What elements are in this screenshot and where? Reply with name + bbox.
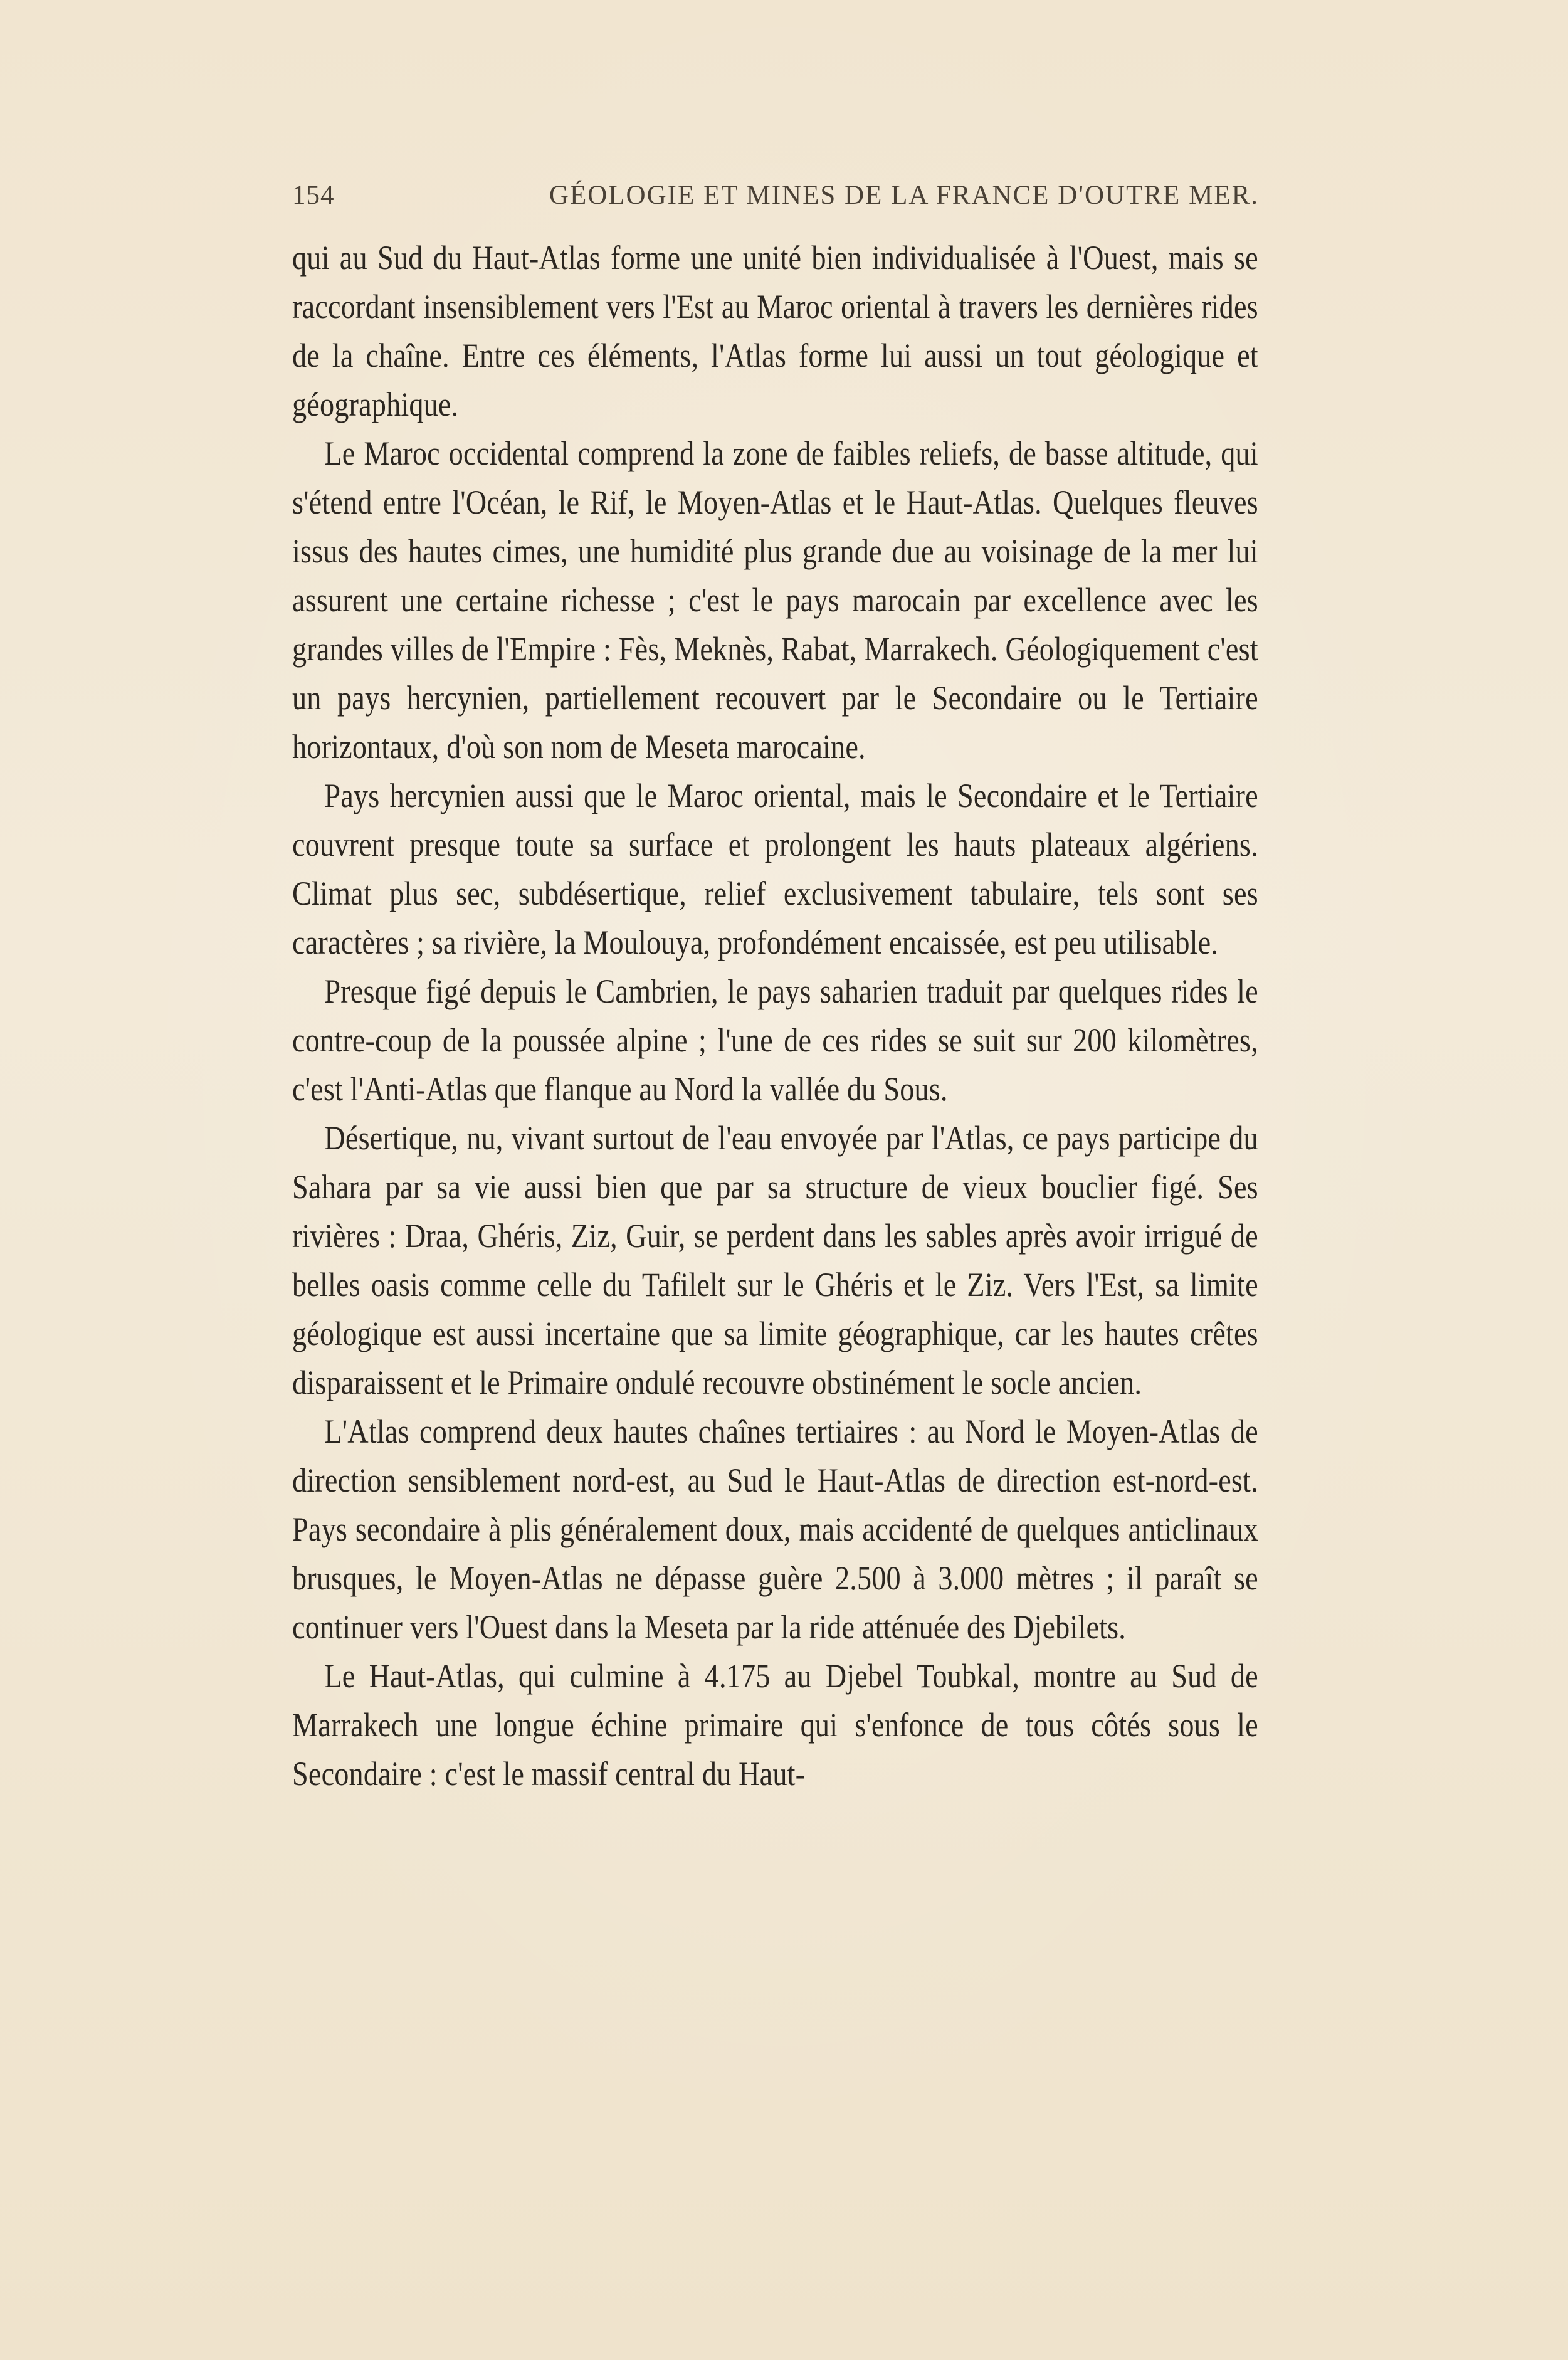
page-header bbox=[292, 173, 1259, 218]
paragraph: Le Maroc occidental comprend la zone de faibles reliefs, de basse altitude, qui s'étend entre l'Océan, le Rif, le Moyen-Atlas et le Haut-Atlas. Quelques fleuves issus des hautes cimes, une humidité plus grande due au voisinage de la mer lui assurent une certaine richesse ; c'est le pays marocain par excellence avec les grandes villes de l'Empire : Fès, Meknès, Rabat, Marrakech. Géologiquement c'est un pays hercynien, partiellement recouvert par le Secondaire ou le Tertiaire horizontaux, d'où son nom de Meseta marocaine. bbox=[292, 435, 1258, 766]
page-number: 154 bbox=[292, 181, 335, 210]
paragraph: qui au Sud du Haut-Atlas forme une unité bien individualisée à l'Ouest, mais se raccordant insensiblement vers l'Est au Maroc oriental à travers les dernières rides de la chaîne. Entre ces éléments, l'Atlas forme lui aussi un tout géologique et géographique. bbox=[292, 239, 1258, 423]
paragraph: Le Haut-Atlas, qui culmine à 4.175 au Djebel Toubkal, montre au Sud de Marrakech une longue échine primaire qui s'enfonce de tous côtés sous le Secondaire : c'est le massif central du Haut- bbox=[292, 1657, 1258, 1793]
body-text bbox=[292, 233, 1258, 1798]
paragraph: L'Atlas comprend deux hautes chaînes tertiaires : au Nord le Moyen-Atlas de direction sensiblement nord-est, au Sud le Haut-Atlas de direction est-nord-est. Pays secondaire à plis généralement doux, mais accidenté de quelques anticlinaux brusques, le Moyen-Atlas ne dépasse guère 2.500 à 3.000 mètres ; il paraît se continuer vers l'Ouest dans la Meseta par la ride atténuée des Djebilets. bbox=[292, 1413, 1258, 1646]
paragraph: Presque figé depuis le Cambrien, le pays saharien traduit par quelques rides le contre-coup de la poussée alpine ; l'une de ces rides se suit sur 200 kilomètres, c'est l'Anti-Atlas que flanque au Nord la vallée du Sous. bbox=[292, 972, 1258, 1108]
paragraph: Désertique, nu, vivant surtout de l'eau envoyée par l'Atlas, ce pays participe du Sahara par sa vie aussi bien que par sa structure de vieux bouclier figé. Ses rivières : Draa, Ghéris, Ziz, Guir, se perdent dans les sables après avoir irrigué de belles oasis comme celle du Tafilelt sur le Ghéris et le Ziz. Vers l'Est, sa limite géologique est aussi incertaine que sa limite géographique, car les hautes crêtes disparaissent et le Primaire ondulé recouvre obstinément le socle ancien. bbox=[292, 1119, 1258, 1401]
running-title: GÉOLOGIE ET MINES DE LA FRANCE D'OUTRE MER. bbox=[549, 181, 1259, 210]
paragraph: Pays hercynien aussi que le Maroc oriental, mais le Secondaire et le Tertiaire couvrent presque toute sa surface et prolongent les hauts plateaux algériens. Climat plus sec, subdésertique, relief exclusivement tabulaire, tels sont ses caractères ; sa rivière, la Moulouya, profondément encaissée, est peu utilisable. bbox=[292, 777, 1258, 961]
